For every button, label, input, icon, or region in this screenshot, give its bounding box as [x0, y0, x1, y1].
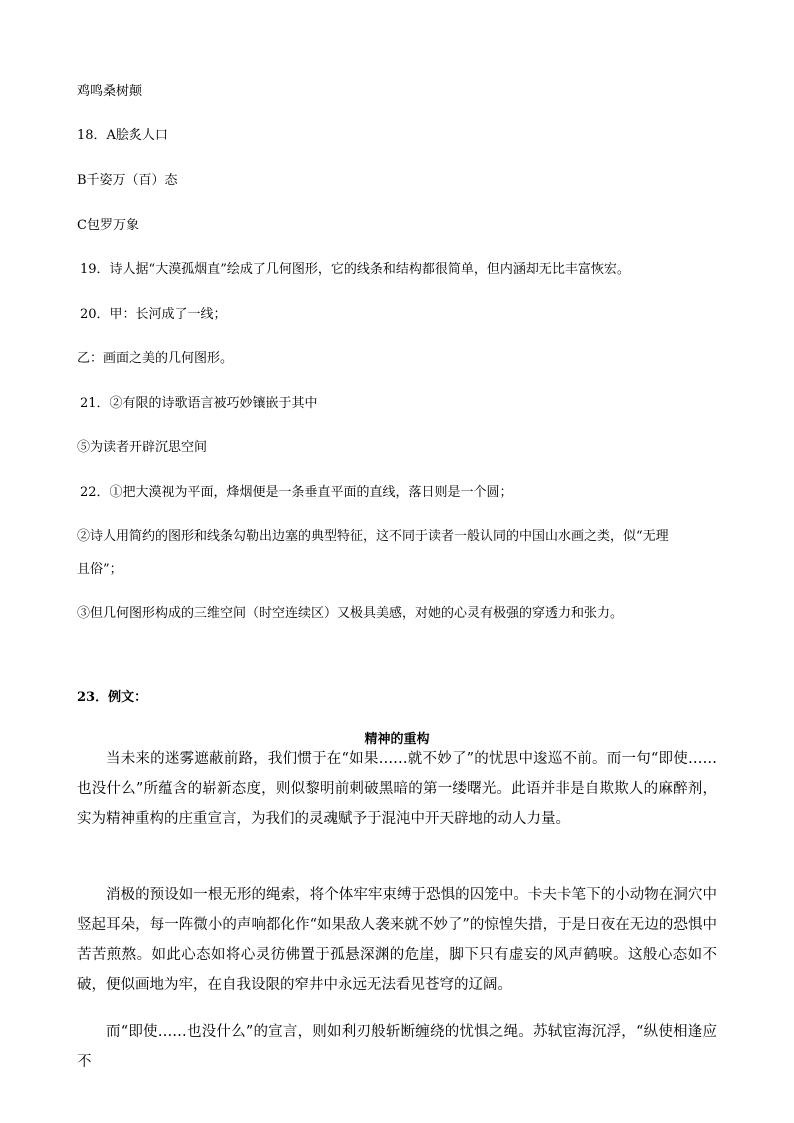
essay-paragraph: 而“即使……也没什么”的宣言，则如利刃般斩断缠绕的忧惧之绳。苏轼宦海沉浮，“纵使相逢应不 [77, 1024, 717, 1070]
essay-paragraph: 消极的预设如一根无形的绳索，将个体牢牢束缚于恐惧的囚笼中。卡夫卡笔下的小动物在洞穴中竖起耳朵，每一阵微小的声响都化作“如果敌人袭来就不妙了”的惊惶失措，于是日夜在无边的恐惧中苦苦煎熬。如此心态如将心灵彷佛置于孤悬深渊的危崖，脚下只有虚妄的风声鹤唳。这般心态如不破，便似画地为牢，在自我设限的窄井中永远无法看见苍穹的辽阔。 [77, 887, 717, 993]
answer-line: 18．A脍炙人口 [77, 128, 168, 143]
answer-line: 且俗”； [77, 562, 123, 577]
answer-line: 22．①把大漠视为平面，烽烟便是一条垂直平面的直线，落日则是一个圆； [80, 485, 513, 500]
answer-line: ②诗人用简约的图形和线条勾勒出边塞的典型特征，这不同于读者一般认同的中国山水画之类，似“无理 [77, 529, 669, 544]
answer-line: ⑤为读者开辟沉思空间 [77, 440, 208, 455]
answer-line: C包罗万象 [77, 218, 139, 233]
answer-line: 21．②有限的诗歌语言被巧妙镶嵌于其中 [80, 396, 318, 411]
answer-line: 19．诗人据“大漠孤烟直”绘成了几何图形，它的线条和结构都很简单，但内涵却无比丰富恢宏。 [80, 262, 630, 277]
answer-line: B千姿万（百）态 [77, 173, 178, 188]
answer-line: 20．甲：长河成了一线； [80, 307, 227, 322]
answer-line: 乙：画面之美的几何图形。 [77, 351, 234, 366]
answer-line: 鸡鸣桑树颠 [77, 84, 143, 99]
essay-title: 精神的重构 [364, 732, 430, 747]
answer-line: ③但几何图形构成的三维空间（时空连续区）又极具美感，对她的心灵有极强的穿透力和张力。 [77, 606, 624, 621]
essay-label: 23．例文： [77, 690, 148, 705]
essay-paragraph: 当未来的迷雾遮蔽前路，我们惯于在“如果……就不妙了”的忧思中逡巡不前。而一句“即使……也没什么”所蕴含的崭新态度，则似黎明前刺破黑暗的第一缕曙光。此语并非是自欺欺人的麻醉剂，实为精神重构的庄重宣言，为我们的灵魂赋予于混沌中开天辟地的动人力量。 [77, 751, 717, 827]
